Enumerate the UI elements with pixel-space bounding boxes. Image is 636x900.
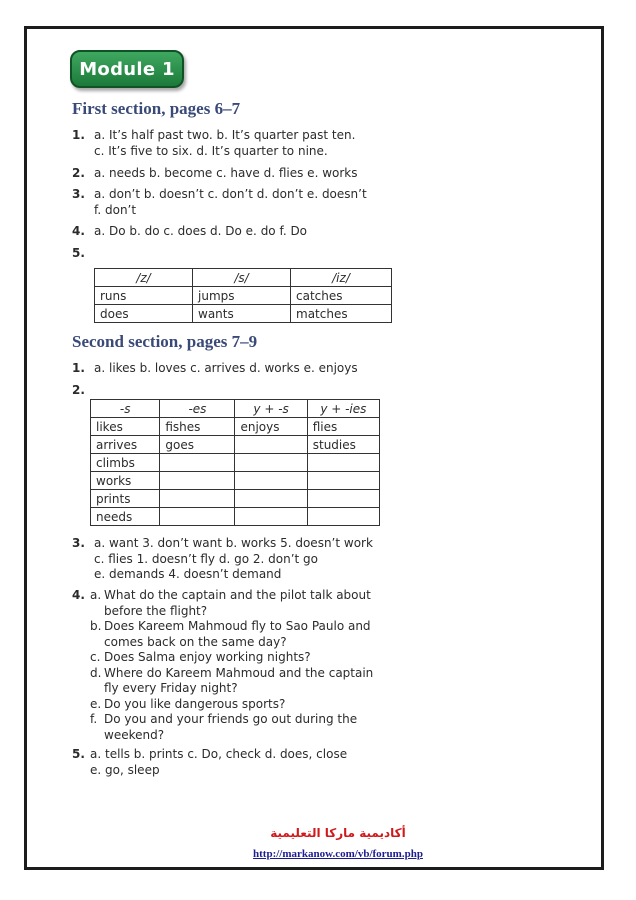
table-cell: wants bbox=[193, 305, 291, 323]
table-header: /iz/ bbox=[291, 269, 392, 287]
answer-line: a. want 3. don’t want b. works 5. doesn’t work bbox=[94, 536, 373, 550]
table-cell: jumps bbox=[193, 287, 291, 305]
table-cell bbox=[235, 508, 307, 526]
table-row bbox=[91, 454, 380, 472]
table-header: y + -s bbox=[235, 400, 307, 418]
answer-line: a. likes b. loves c. arrives d. works e. enjoys bbox=[94, 361, 358, 375]
answer-line: a. needs b. become c. have d. flies e. works bbox=[94, 166, 358, 180]
table-cell bbox=[160, 472, 235, 490]
table-row bbox=[91, 472, 380, 490]
table-cell bbox=[235, 490, 307, 508]
answer-item-b: b. Does Kareem Mahmoud fly to Sao Paulo and bbox=[90, 619, 371, 633]
question-number: 4. bbox=[72, 224, 85, 238]
table-cell: runs bbox=[95, 287, 193, 305]
answer-line: f. don’t bbox=[94, 202, 137, 217]
question-number: 1. bbox=[72, 128, 85, 142]
footer-arabic-title: أكاديمية ماركا التعليمية bbox=[270, 826, 406, 840]
table-cell: prints bbox=[91, 490, 160, 508]
table-header: -es bbox=[160, 400, 235, 418]
table-cell bbox=[160, 508, 235, 526]
table-cell bbox=[307, 472, 379, 490]
spelling-table bbox=[90, 399, 380, 526]
table-cell: goes bbox=[160, 436, 235, 454]
answer-item-e: e. Do you like dangerous sports? bbox=[90, 696, 286, 711]
table-header-row bbox=[91, 400, 380, 418]
table-cell bbox=[235, 436, 307, 454]
table-cell: climbs bbox=[91, 454, 160, 472]
table-cell bbox=[160, 454, 235, 472]
table-row bbox=[91, 508, 380, 526]
answer-item-f: f. Do you and your friends go out during the bbox=[90, 712, 358, 726]
table-header: /s/ bbox=[193, 269, 291, 287]
question-number: 3. bbox=[72, 187, 85, 201]
module-badge bbox=[70, 50, 184, 88]
table-cell: fishes bbox=[160, 418, 235, 436]
answer-line: a. It’s half past two. b. It’s quarter past ten. bbox=[94, 128, 356, 142]
table-cell: catches bbox=[291, 287, 392, 305]
table-cell: arrives bbox=[91, 436, 160, 454]
question-number: 4. bbox=[72, 588, 85, 602]
question-number: 2. bbox=[72, 383, 85, 397]
table-header-row bbox=[95, 269, 392, 287]
answer-line: c. It’s five to six. d. It’s quarter to nine. bbox=[94, 143, 328, 158]
sounds-table bbox=[94, 268, 392, 323]
answer-item-a-cont: before the flight? bbox=[104, 603, 208, 618]
section2-title: Second section, pages 7–9 bbox=[72, 332, 258, 351]
question-number: 5. bbox=[72, 747, 85, 761]
table-cell: likes bbox=[91, 418, 160, 436]
table-row bbox=[95, 305, 392, 323]
answer-line: e. demands 4. doesn’t demand bbox=[94, 567, 282, 581]
answer-item-a: a. What do the captain and the pilot talk about bbox=[90, 588, 371, 602]
table-cell: flies bbox=[307, 418, 379, 436]
module-title: Module 1 bbox=[79, 58, 175, 80]
answer-line: e. go, sleep bbox=[90, 762, 160, 777]
answer-item-d-cont: fly every Friday night? bbox=[104, 681, 238, 695]
table-row bbox=[91, 490, 380, 508]
table-cell: enjoys bbox=[235, 418, 307, 436]
table-cell bbox=[307, 508, 379, 526]
table-cell: studies bbox=[307, 436, 379, 454]
table-row bbox=[91, 418, 380, 436]
answer-line: c. flies 1. doesn’t fly d. go 2. don’t go bbox=[94, 551, 318, 566]
answer-line: a. tells b. prints c. Do, check d. does, close bbox=[90, 747, 348, 761]
table-cell bbox=[307, 454, 379, 472]
table-cell: needs bbox=[91, 508, 160, 526]
table-row bbox=[95, 287, 392, 305]
question-number: 3. bbox=[72, 536, 85, 550]
answer-item-d: d. Where do Kareem Mahmoud and the captain bbox=[90, 665, 374, 680]
question-number: 5. bbox=[72, 246, 85, 260]
answer-item-c: c. Does Salma enjoy working nights? bbox=[90, 650, 311, 664]
table-header: y + -ies bbox=[307, 400, 379, 418]
answer-line: a. Do b. do c. does d. Do e. do f. Do bbox=[94, 224, 308, 238]
table-cell: works bbox=[91, 472, 160, 490]
answer-item-f-cont: weekend? bbox=[104, 727, 165, 742]
table-header: -s bbox=[91, 400, 160, 418]
table-cell bbox=[235, 454, 307, 472]
answer-item-b-cont: comes back on the same day? bbox=[104, 634, 287, 649]
footer-forum-link[interactable]: http://markanow.com/vb/forum.php bbox=[253, 848, 423, 860]
table-cell bbox=[307, 490, 379, 508]
table-cell: does bbox=[95, 305, 193, 323]
table-cell bbox=[235, 472, 307, 490]
table-cell bbox=[160, 490, 235, 508]
table-cell: matches bbox=[291, 305, 392, 323]
question-number: 1. bbox=[72, 361, 85, 375]
section1-title: First section, pages 6–7 bbox=[72, 99, 241, 118]
answer-line: a. don’t b. doesn’t c. don’t d. don’t e. doesn’t bbox=[94, 187, 367, 201]
table-header: /z/ bbox=[95, 269, 193, 287]
table-row bbox=[91, 436, 380, 454]
question-number: 2. bbox=[72, 166, 85, 180]
